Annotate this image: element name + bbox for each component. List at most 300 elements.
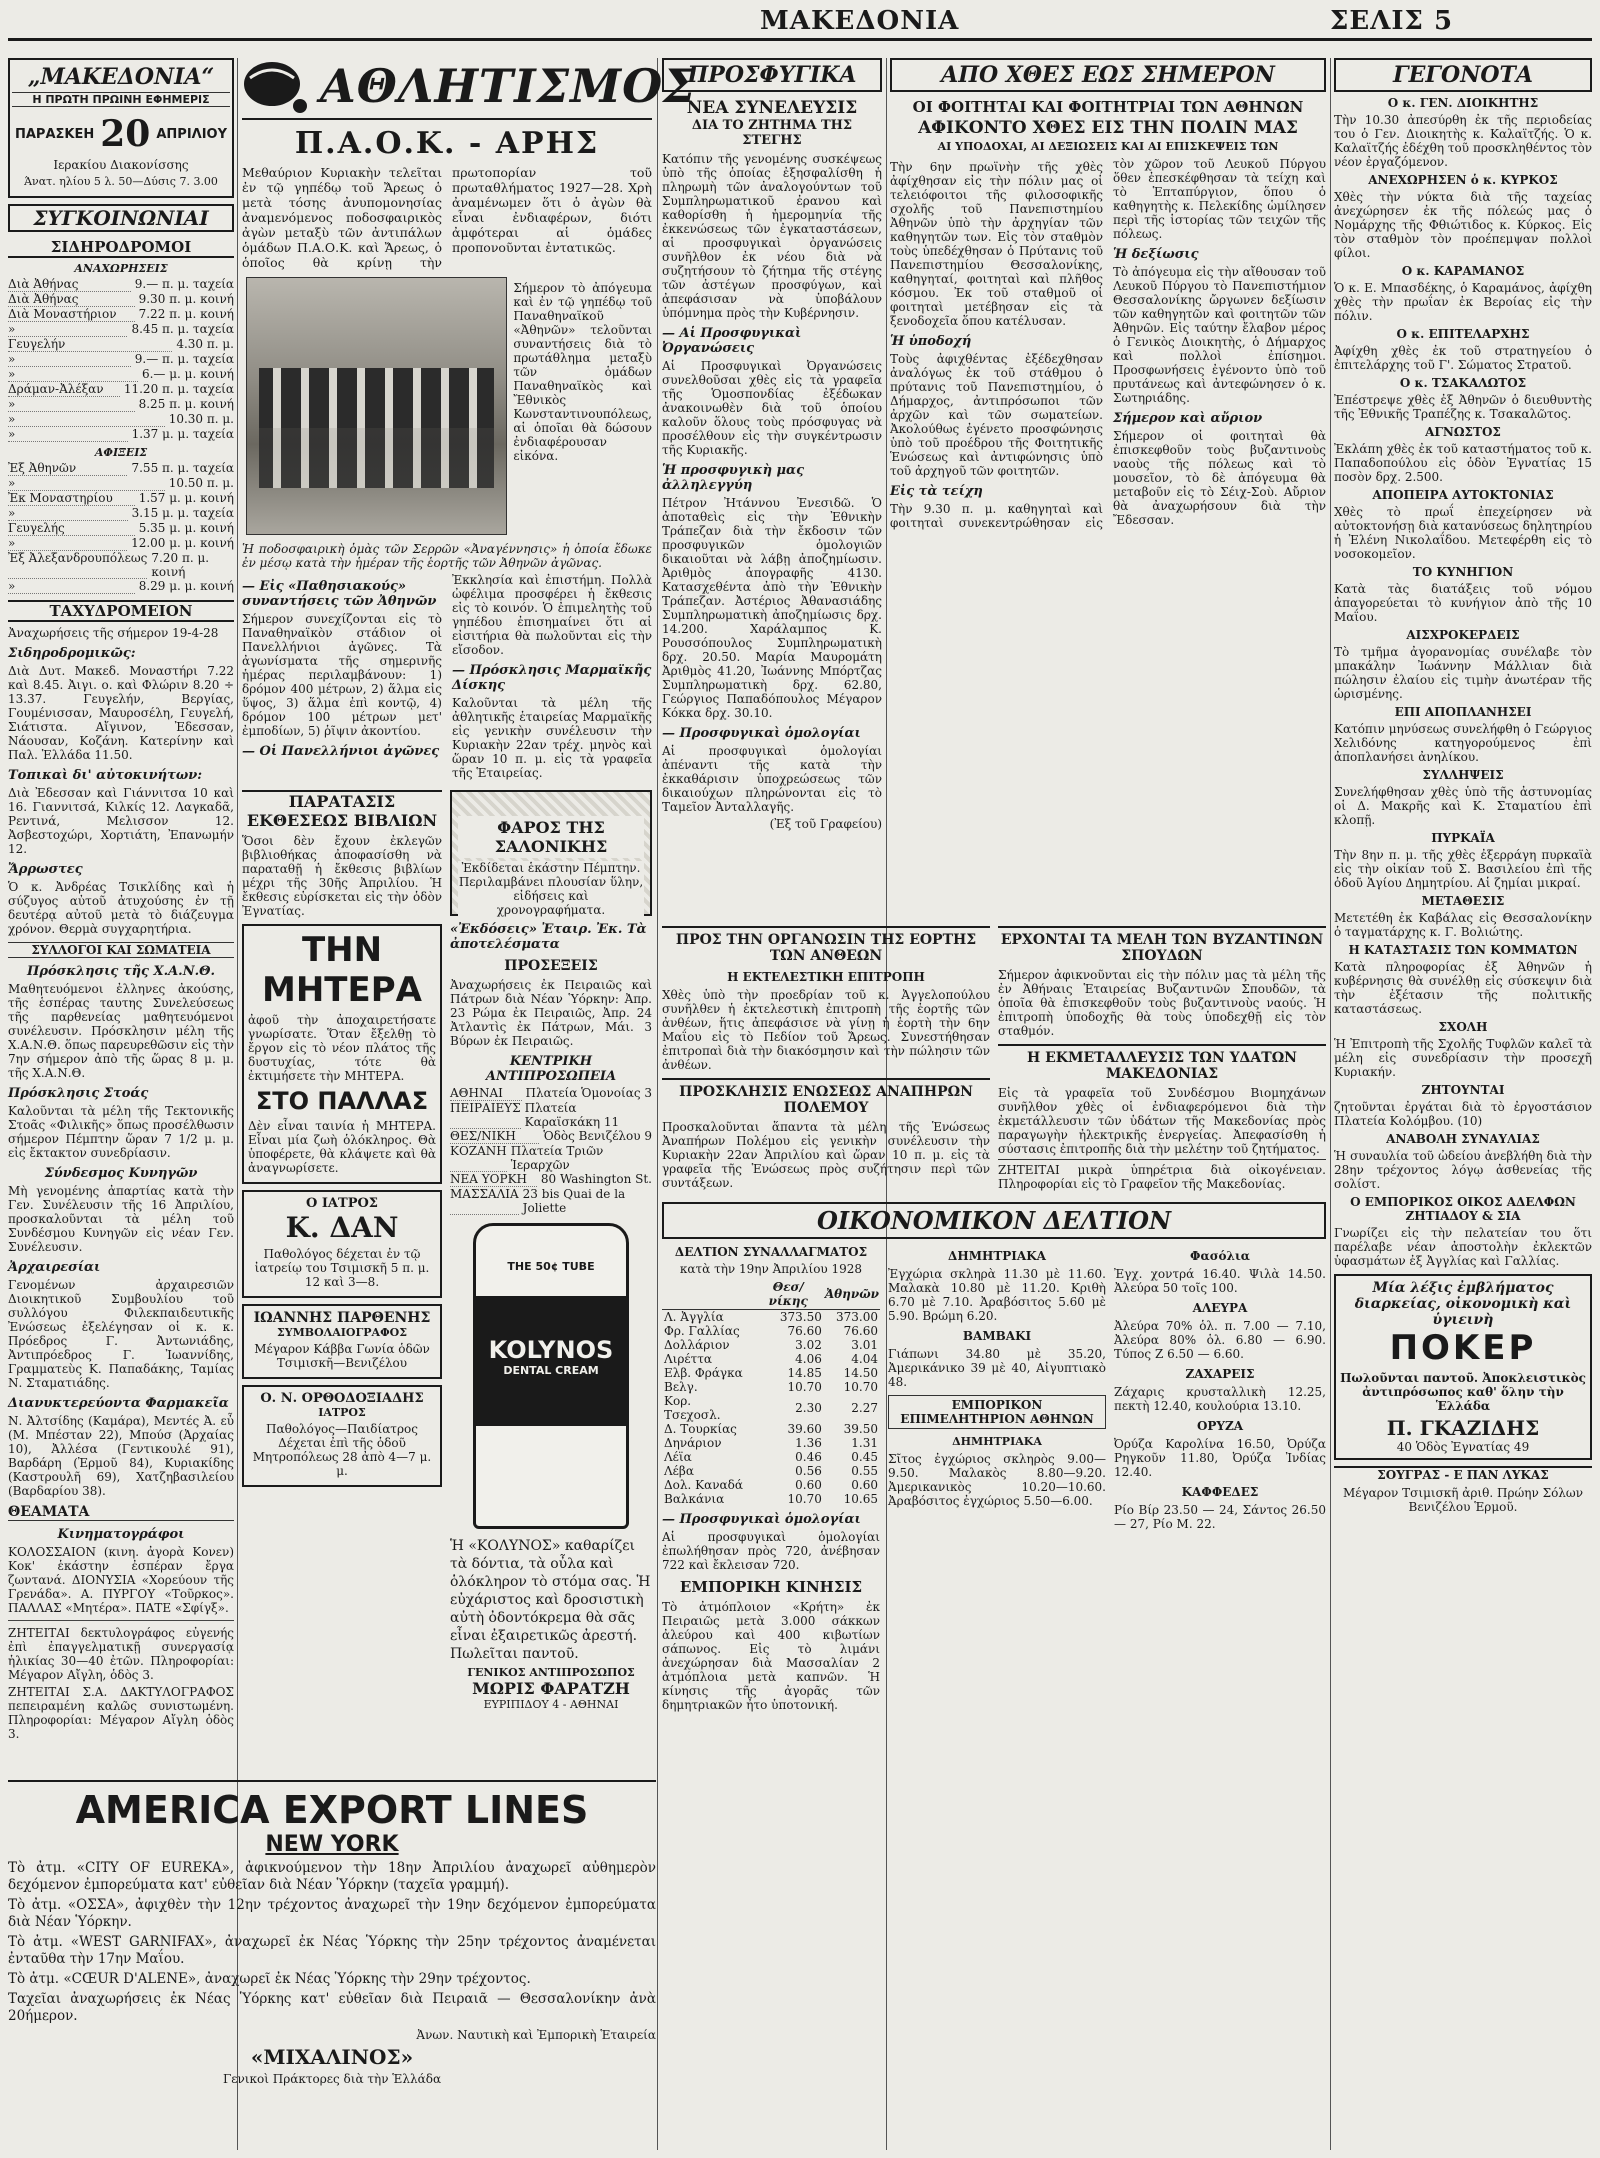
event-title: ΣΧΟΛΗ — [1438, 1020, 1488, 1034]
poker-ad — [1334, 1274, 1592, 1460]
photo-caption: Ἡ ποδοσφαιρικὴ ὁμὰς τῶν Σερρῶν «Ἀναγέννησις» ἡ ὁποία ἔδωκε ἐν μέσῳ κατὰ τὴν ἡμέραν τῆς ἑορτῆς τῶν Ἀθηνῶν ἀγῶνας. — [242, 542, 652, 570]
doctor2-name: Ο. Ν. ΟΡΘΟΔΟΞΙΑΔΗΣ — [260, 1391, 424, 1406]
masthead-title: „ΜΑΚΕΔΟΝΙΑ“ — [27, 64, 215, 90]
refugees-head1: ΝΕΑ ΣΥΝΕΛΕΥΣΙΣ — [686, 98, 858, 118]
refugees-head2: ΔΙΑ ΤΟ ΖΗΤΗΜΑ ΤΗΣ ΣΤΕΓΗΣ — [691, 118, 853, 148]
timetable-destination: » — [8, 322, 127, 337]
fx-header-athens: Ἀθηνῶν — [824, 1279, 880, 1310]
timetable-time: 7.22 π. μ. κοινή — [138, 307, 234, 321]
event-title: Ο κ. ΕΠΙΤΕΛΑΡΧΗΣ — [1396, 327, 1530, 341]
timetable-row — [8, 476, 234, 491]
shop-text: Μέγαρον Τσιμισκῆ ἀριθ. Πρώην Σόλων Βενιζέλου Ἑρμοῦ. — [1343, 1486, 1583, 1514]
invite3-text: Μὴ γενομένης ἀπαρτίας κατὰ τὴν Γεν. Συνέλευσιν τῆς 16 Ἀπριλίου, προσκαλοῦνται τὰ μέλη τοῦ Συνδέσμου Κυνηγῶν εἰς νέαν Γεν. Συνέλευσιν. — [8, 1184, 234, 1254]
lower-center — [662, 920, 1326, 2150]
prices-title: ΠΡΟΣΕΞΕΙΣ — [504, 958, 598, 974]
refugees-sub1: — Αἱ Προσφυγικαὶ Ὀργανώσεις — [662, 326, 802, 356]
column-info — [8, 58, 234, 1778]
post-office-title: ΤΑΧΥΔΡΟΜΕΙΟΝ — [8, 600, 234, 622]
timetable-time: 4.30 π. μ. — [176, 337, 234, 351]
event-text: Γνωρίζει εἰς τὴν πελατείαν του ὅτι παρέλαβε νέαν ἀποστολὴν ἐκλεκτῶν ὑφασμάτων ἐξ Ἀγγλίας καὶ Γαλλίας. — [1334, 1226, 1592, 1268]
notices-left — [662, 920, 990, 1194]
departures-list — [8, 277, 234, 442]
poker-address: 40 Ὁδὸς Ἐγνατίας 49 — [1396, 1440, 1530, 1454]
saint-of-day: Ιερακίου Διακονίσσης — [53, 158, 189, 172]
cities-title: ΚΕΝΤΡΙΚΗ ΑΝΤΙΠΡΟΣΩΠΕΙΑ — [485, 1054, 617, 1084]
mother-title: ΤΗΝ ΜΗΤΕΡΑ — [262, 930, 422, 1010]
price-category-text: Ρίο Βίρ 23.50 — 24, Σάντος 26.50 — 27, Ρίο Μ. 22. — [1114, 1503, 1326, 1531]
sunrise-sunset: Άνατ. ηλίου 5 λ. 50—Δύσις 7. 3.00 — [24, 175, 218, 188]
fx-rate-thessaloniki: 39.60 — [787, 1422, 822, 1436]
timetable-destination: » — [8, 427, 128, 442]
event-text: Τὴν 8ην π. μ. τῆς χθὲς ἐξερράγη πυρκαϊὰ εἰς τὴν οἰκίαν τοῦ Σ. Βασιλείου ἐπὶ τῆς ὁδοῦ Ἁγίου Δημητρίου. Αἱ ζημίαι μικραί. — [1334, 848, 1592, 890]
clubs-title: ΣΥΛΛΟΓΟΙ ΚΑΙ ΣΩΜΑΤΕΙΑ — [8, 942, 234, 958]
agency-address: 80 Washington St. — [540, 1172, 652, 1186]
timetable-time: 3.15 μ. μ. ταχεία — [131, 506, 234, 520]
refugees-title: ΠΡΟΣΦΥΓΙΚΑ — [662, 58, 882, 92]
timetable-destination: » — [8, 352, 131, 367]
event-text: Τὴν 10.30 ἀπεσύρθη ἐκ τῆς περιοδείας του ὁ Γεν. Διοικητὴς κ. Καλαϊτζής. Ὁ κ. Καλαϊτζής ἐδέχθη τοῦ προσκληθέντος τὸν νέον ἐργαζόμενον. — [1334, 113, 1592, 169]
students-text4: Τὸ ἀπόγευμα εἰς τὴν αἴθουσαν τοῦ Λευκοῦ Πύργου τὸ Πανεπιστήμιον Θεσσαλονίκης ὤργωνεν δεξίωσιν τῶν καθηγητῶν καὶ φοιτητῶν τῶν Ἀθηνῶν. Εἰς ταύτην ἔλαβον μέρος ὁ Γενικὸς Διοικητὴς, ὁ Δήμαρχος καὶ πολλοὶ ἐπίσημοι. Προσφωνήσεις ἐγένοντο ὑπὸ τοῦ πρυτάνεως καὶ ἀντεφώνησεν ὁ κ. Σωτηριάδης. — [1113, 265, 1326, 405]
fx-rate-thessaloniki: 10.70 — [787, 1380, 822, 1394]
timetable-row — [8, 536, 234, 551]
fx-row — [662, 1436, 880, 1450]
timetable-time: 1.57 μ. μ. κοινή — [138, 491, 234, 505]
trade-text: Τὸ ἀτμόπλοιον «Κρήτη» ἐκ Πειραιῶς μετὰ 3.000 σάκκων ἀλεύρου καὶ 400 κιβωτίων σάπωνος. Εἰς τὸ λιμάνι ἀνεχώρησαν διὰ Μασσαλίαν 2 ἀτμόπλοια μετὰ καπνῶν. Ἡ κίνησις τῆς ἀγορᾶς τῶν δημητριακῶν ἦτο ὑποτονική. — [662, 1600, 880, 1712]
refugees-text2: Αἱ Προσφυγικαὶ Ὀργανώσεις συνελθοῦσαι χθὲς εἰς τὰ γραφεῖα τῆς Ὁμοσπονδίας ἐξέδωκαν ἀνακοινωθὲν διὰ τοῦ ὁποίου καλοῦν ὅλους τοὺς πρόσφυγας νὰ προσέλθουν εἰς τὴν συγκέντρωσιν τῆς Κυριακῆς. — [662, 359, 882, 457]
america-line: Τὸ ἀτμ. «CITY OF EUREKA», ἀφικνούμενον τὴν 18ην Ἀπριλίου ἀναχωρεῖ αὐθημερὸν δεχόμενον ἐμπορεύματα κατ' εὐθεῖαν διὰ Νέαν Ὑόρκην (ταχεῖα γραμμή). — [8, 1860, 656, 1893]
price-category-text: Ὀρύζα Καρολίνα 16.50, Ὀρύζα Ρηγκοῦν 11.80, Ὀρύζα Ἰνδίας 12.40. — [1114, 1437, 1326, 1479]
price-category-text: Ἀλεύρα 70% ὁλ. π. 7.00 — 7.10, Ἀλεύρα 80% ὁλ. 6.80 — 6.90. Τύπος Ζ 6.50 — 6.60. — [1114, 1319, 1326, 1361]
fx-rate-athens: 0.60 — [851, 1478, 878, 1492]
agency-row — [450, 1187, 652, 1215]
refugees-text4: Αἱ προσφυγικαὶ ὁμολογίαι ἀπέναντι τῆς κατὰ τὴν ἐκκαθάρισιν ὑποχρεώσεως τῶν δικαιούχων πληρώνονται εἰς τὸ Ταμεῖον Ἀνταλλαγῆς. — [662, 744, 882, 814]
timetable-destination: Ἐξ Ἀθηνῶν — [8, 461, 127, 476]
fx-rate-thessaloniki: 0.46 — [795, 1450, 822, 1464]
column-news — [890, 58, 1326, 998]
agency-city: ΜΑΣΣΑΛΙΑ — [450, 1187, 519, 1215]
america-title: AMERICA EXPORT LINES — [75, 1788, 589, 1832]
timetable-row — [8, 352, 234, 367]
timetable-time: 8.25 π. μ. κοινή — [138, 397, 234, 411]
timetable-destination: Δράμαν-Ἀλέξαν — [8, 382, 120, 397]
post-rail-subtitle: Σιδηροδρομικῶς: — [8, 646, 136, 661]
event-title: ΑΓΝΩΣΤΟΣ — [1425, 425, 1501, 439]
notary-title: ΣΥΜΒΟΛΑΙΟΓΡΑΦΟΣ — [276, 1326, 408, 1339]
fx-row — [662, 1338, 880, 1352]
wanted-servant: ΖΗΤΕΙΤΑΙ μικρὰ ὑπηρέτρια διὰ οἰκογένειαν. Πληροφορίαι εἰς τὸ Γραφεῖον τῆς Μακεδονίας. — [998, 1159, 1326, 1191]
poker-title: ΠΟΚΕΡ — [1389, 1328, 1537, 1368]
event-text: Ὁ κ. Ε. Μπασδέκης, ὁ Καραμάνος, ἀφίχθη χθὲς τὴν πρωΐαν ἐκ Βεροίας εἰς τὴν πόλιν. — [1334, 281, 1592, 323]
post-text: Διὰ Δυτ. Μακεδ. Μοναστήρι 7.22 καὶ 8.45. Ἀιγι. ο. καὶ Φλώριν 8.20 ÷ 13.37. Γευγελήν, Βεργίας, Γουμένισσαν, Μαυροσέλη, Γευγελή, Σιάτιστα. Αἴγινον, Ἐδεσσαν, Νάουσαν, Κοζάνη. Κατερίνην καὶ Παλ. Ἑλλάδα 11.50. — [8, 664, 234, 762]
fx-row — [662, 1394, 880, 1422]
event-title: ΑΝΕΧΩΡΗΣΕΝ ὁ κ. ΚΥΡΚΟΣ — [1368, 173, 1558, 187]
america-agent-sub: Γενικοὶ Πράκτορες διὰ τὴν Ἑλλάδα — [222, 2072, 442, 2086]
agency-city: ΘΕΣ/ΝΙΚΗ — [450, 1129, 539, 1144]
notices-row — [662, 920, 1326, 1194]
bonds-text: Αἱ προσφυγικαὶ ὁμολογίαι ἐπωλήθησαν πρὸς 720, ἀνέβησαν 722 καὶ ἔκλεισαν 720. — [662, 1530, 880, 1572]
timetable-row — [8, 491, 234, 506]
timetable-row — [8, 337, 234, 352]
fx-rate-athens: 10.65 — [843, 1492, 878, 1506]
bonds-title: — Προσφυγικαὶ ὁμολογίαι — [662, 1512, 861, 1527]
wanted-ad-2: ΖΗΤΕΙΤΑΙ Σ.Α. ΔΑΚΤΥΛΟΓΡΑΦΟΣ πεπειραμένη καλῶς συνιστωμένη. Πληροφορίαι: Μέγαρον Αἴγλη ὁδὸς 3. — [8, 1685, 234, 1741]
agency-row — [450, 1086, 652, 1101]
america-agent-name: «ΜΙΧΑΛΙΝΟΣ» — [250, 2045, 414, 2069]
fx-currency: Βαλκάνια — [664, 1492, 725, 1506]
masthead-subtitle: Η ΠΡΩΤΗ ΠΡΩΙΝΗ ΕΦΗΜΕΡΙΣ — [12, 92, 230, 107]
pharos-ad — [450, 790, 652, 916]
america-line: Τὸ ἀτμ. «WEST GARNIFAX», ἀναχωρεῖ ἐκ Νέας Ὑόρκης τὴν 25ην τρέχοντος ἀναμένεται ἐνταῦθα τὴν 17ην Μαΐου. — [8, 1934, 656, 1967]
match-text-cont: Σήμερον τὸ ἀπόγευμα καὶ ἐν τῷ γηπέδῳ τοῦ Παναθηναϊκοῦ «Ἀθηνῶν» τελοῦνται συναντήσεις διὰ τὸ πρωτάθλημα μεταξὺ τῶν ὁμάδων Παναθηναϊκὸς καὶ Ἔθνικὸς Κωνσταντινουπόλεως, αἱ ὁποῖαι θὰ δώσουν ἐνδιαφέρουσαν εἰκόνα. — [513, 281, 652, 463]
cotton-text: Γιάπωνι 34.80 μὲ 35.20, Ἀμερικάνικο 39 μὲ 40, Αἰγυπτιακὸ 48. — [888, 1347, 1106, 1389]
event-text: Ἀφίχθη χθὲς ἐκ τοῦ στρατηγείου ὁ ἐπιτελάρχης τοῦ Γ'. Σώματος Στρατοῦ. — [1334, 344, 1592, 372]
america-line: Τὸ ἀτμ. «ΟΣΣΑ», ἀφιχθὲν τὴν 12ην τρέχοντος ἀναχωρεῖ τὴν 19ην δεχόμενον ἐμπορεύματα διὰ Νέαν Ὑόρκην. — [8, 1897, 656, 1930]
ads-left — [242, 784, 442, 1717]
event-title: ΣΥΛΛΗΨΕΙΣ — [1422, 768, 1504, 782]
fx-row — [662, 1422, 880, 1436]
price-category-title: Φασόλια — [1190, 1249, 1250, 1263]
prices-text: Ἀναχωρήσεις ἐκ Πειραιῶς καὶ Πάτρων διὰ Νέαν Ὑόρκην: Ἀπρ. 23 Ρώμα ἐκ Πειραιῶς, Ἀπρ. 24 Ἀτλαντὶς ἐκ Πάτρων, Μάι. 3 Βύρων ἐκ Πειραιῶς. — [450, 978, 652, 1048]
fx-currency: Δηνάριον — [664, 1436, 722, 1450]
notices-right — [998, 920, 1326, 1194]
match-text: Μεθαύριον Κυριακὴν τελεῖται ἐν τῷ γηπέδῳ τοῦ Ἄρεως ὁ μετὰ τόσης ἀνυπομονησίας ἀναμενόμενος ποδοσφαιρικὸς ἀγὼν μεταξὺ τῶν ἀντιπάλων ὁμάδων Π.Α.Ο.Κ. καὶ Ἄρεως, ὁ ὁποῖος θὰ κρίνῃ τὴν πρωτοπορίαν τοῦ πρωταθλήματος 1927—28. Χρὴ ἀναμένωμεν ὅτι ὁ ἀγὼν θὰ εἶναι ἐνδιαφέρων, διότι ἀμφότεραι αἱ ὁμάδες προπονοῦνται ἐντατικῶς. — [242, 165, 652, 270]
fx-rate-thessaloniki: 10.70 — [787, 1492, 822, 1506]
agent-address: ΕΥΡΙΠΙΔΟΥ 4 - ΑΘΗΝΑΙ — [483, 1698, 619, 1711]
refugees-source: (Ἐξ τοῦ Γραφείου) — [769, 817, 882, 831]
news-title: ΑΠΟ ΧΘΕΣ ΕΩΣ ΣΗΜΕΡΟΝ — [890, 58, 1326, 92]
timetable-row — [8, 397, 234, 412]
timetable-time: 5.35 μ. μ. κοινή — [138, 521, 234, 535]
tube-band — [473, 1296, 629, 1426]
local-text: Διὰ Ἐδεσσαν καὶ Γιάννιτσα 10 καὶ 16. Γιαννιτσά, Κιλκίς 12. Λαγκαδᾶ, Ρεντινά, Μελισσον 12. Ἀσβεστοχώρι, Χορτιάτη, Ἐπανωμήν 12. — [8, 786, 234, 856]
doctor1-name: Κ. ΔΑΝ — [285, 1211, 399, 1244]
timetable-row — [8, 427, 234, 442]
timetable-destination: Γευγελήν — [8, 337, 172, 352]
date-month: ΑΠΡΙΛΙΟΥ — [156, 126, 228, 142]
fx-header-thessaloniki: Θεσ/νίκης — [753, 1279, 824, 1310]
fx-rate-athens: 4.04 — [851, 1352, 878, 1366]
event-text: Χθὲς τὸ πρωΐ ἐπεχείρησεν νὰ αὐτοκτονήσῃ διὰ κατανύσεως δηλητηρίου ἡ Ἐλένη Νικολαΐδου. Μετεφέρθη εἰς τὸ νοσοκομεῖον. — [1334, 505, 1592, 561]
america-line: Ταχεῖαι ἀναχωρήσεις ἐκ Νέας Ὑόρκης κατ' εὐθεῖαν διὰ Πειραιᾶ — Θεσσαλονίκην ἀνὰ 20ήμερον. — [8, 1991, 656, 2024]
tube-brand: KOLYNOS — [488, 1336, 614, 1364]
fx-rate-thessaloniki: 14.85 — [787, 1366, 822, 1380]
agency-address: Πλατεία Ὁμονοίας 3 — [525, 1086, 652, 1100]
event-title: ΕΠΙ ΑΠΟΠΛΑΝΗΣΕΙ — [1394, 705, 1532, 719]
fx-title: ΔΕΛΤΙΟΝ ΣΥΝΑΛΛΑΓΜΑΤΟΣ — [674, 1245, 868, 1259]
fx-currency: Βελγ. — [664, 1380, 698, 1394]
students-text1: Τὴν 6ην πρωϊνὴν τῆς χθὲς ἀφίχθησαν εἰς τὴν πόλιν μας οἱ τελειόφοιτοι τῆς φιλοσοφικῆς σχολῆς τοῦ Πανεπιστημίου Ἀθηνῶν ὑπὸ τὴν ἀρχηγίαν τῶν καθηγητῶν των. Εἰς τὸν σταθμὸν τοὺς ὑπεδέχθησαν ὁ Πρύτανις τοῦ Πανεπιστημίου Θεσσαλονίκης, καθηγηταί, φοιτηταὶ καὶ πλῆθος κόσμου. Ἐκ τοῦ σταθμοῦ οἱ φοιτηταὶ μετέβησαν εἰς τὰ ξενοδοχεῖα ὅπου κατέλυσαν. — [890, 160, 1103, 328]
price-category-text: Ἐγχ. χοντρά 16.40. Ψιλὰ 14.50. Ἀλεύρα 50 τοῖς 100. — [1114, 1267, 1326, 1295]
timetable-destination: Διὰ Μοναστήριον — [8, 307, 135, 322]
fx-rate-thessaloniki: 1.36 — [795, 1436, 822, 1450]
palace-text: Δὲν εἶναι ταινία ἡ ΜΗΤΕΡΑ. Εἶναι μία ζωὴ ὁλόκληρος. Θὰ ὑποφέρετε, θὰ κλάψετε καὶ θὰ ἀναγνωρίσετε. — [248, 1119, 436, 1175]
event-title: ΤΟ ΚΥΝΗΓΙΟΝ — [1412, 565, 1514, 579]
agency-city: ΚΟΖΑΝΗ — [450, 1144, 507, 1172]
event-title: ΖΗΤΟΥΝΤΑΙ — [1421, 1083, 1505, 1097]
fx-header-currency — [662, 1279, 753, 1310]
ads-right — [450, 784, 652, 1717]
column-divider — [657, 58, 658, 2150]
students-sub2: Εἰς τὰ τείχη — [890, 484, 983, 499]
fx-currency: Φρ. Γαλλίας — [664, 1324, 740, 1338]
column-divider — [1330, 58, 1331, 2150]
timetable-destination: » — [8, 536, 127, 551]
agency-city: ΠΕΙΡΑΙΕΥΣ — [450, 1101, 521, 1129]
invite1-text: Μαθητευόμενοι ἐλληνες ἀκούσης, τῆς ἑσπέρας ταυτης Συνελεύσεως τῆς παρθενείας μαθητευόμενοι συνέλευσιν. Πρόσκλησιν μέλη τῆς Χ.Α.Ν.Θ. ὅπως παρευρεθῶσιν εἰς τὴν 7ην σήμερον ἀπὸ τῆς ὥρας 8 μ. μ. τῆς Χ.Α.Ν.Θ. — [8, 982, 234, 1080]
sub2-title: — Οἱ Πανελλήνιοι ἀγῶνες — [242, 744, 440, 759]
timetable-time: 8.29 μ. μ. κοινή — [138, 579, 234, 593]
timetable-destination: Ἐξ Ἀλεξανδρουπόλεως — [8, 551, 147, 579]
fx-currency: Λέϊα — [664, 1450, 692, 1464]
theatres-text: ΚΟΛΟΣΣΑΙΟΝ (κινη. ἀγορὰ Κονεν) Κοκ' ἑκάστην ἐσπέραν ἔργα ζωντανά. ΔΙΟΝΥΣΙΑ «Χορεύουν τῆς Γρενάδα». Α. ΠΥΡΓΟΥ «Τοῦρκος». ΠΑΛΛΑΣ «Μητέρα». ΠΑΤΕ «Σφίγξ». — [8, 1545, 234, 1615]
event-title: Ο κ. ΚΑΡΑΜΑΝΟΣ — [1401, 264, 1525, 278]
students-head3: ΑΙ ΥΠΟΔΟΧΑΙ, ΑΙ ΔΕΞΙΩΣΕΙΣ ΚΑΙ ΑΙ ΕΠΙΣΚΕΨΕΙΣ ΤΩΝ — [937, 140, 1279, 153]
wheat-text: Ἐγχώρια σκληρὰ 11.30 μὲ 11.60. Μαλακὰ 10.80 μὲ 11.20. Κριθὴ 6.70 μὲ 7.10. Ἀραβόσιτος 5.60 μὲ 5.90. Βρώμη 6.20. — [888, 1267, 1106, 1323]
fx-rate-thessaloniki: 3.02 — [795, 1338, 822, 1352]
event-text: ζητοῦνται ἐργάται διὰ τὸ ἐργοστάσιον Πλατεία Κολόμβου. (10) — [1334, 1100, 1592, 1128]
event-title: ΠΥΡΚΑΪΑ — [1431, 831, 1495, 845]
events-list — [1334, 96, 1592, 1268]
post-date: Ἀναχωρήσεις τῆς σήμερον 19-4-28 — [8, 626, 219, 640]
communications-title: ΣΥΓΚΟΙΝΩΝΙΑΙ — [8, 204, 234, 232]
fx-rate-thessaloniki: 76.60 — [787, 1324, 822, 1338]
cotton-title: ΒΑΜΒΑΚΙ — [962, 1329, 1032, 1343]
event-title: Ο ΕΜΠΟΡΙΚΟΣ ΟΙΚΟΣ ΑΔΕΛΦΩΝ ΖΗΤΙΑΔΟΥ & ΣΙΑ — [1350, 1195, 1576, 1223]
timetable-destination: Διὰ Ἀθήνας — [8, 277, 131, 292]
local-subtitle: Τοπικαὶ δι' αὐτοκινήτων: — [8, 768, 203, 783]
agency-row — [450, 1144, 652, 1172]
waters-text: Εἰς τὰ γραφεῖα τοῦ Συνδέσμου Βιομηχάνων συνῆλθον χθὲς οἱ ἐνδιαφερόμενοι διὰ τὴν ἐκμετάλλευσιν τῶν ὑδάτων τῆς Μακεδονίας πρὸς παραγωγὴν ἠλεκτρικῆς ἐνεργείας. Ἀπεφασίσθη ἡ σύστασις ἐπιτροπῆς διὰ τὴν μελέτην τοῦ ζητήματος. — [998, 1086, 1326, 1156]
students-text2: Τοὺς ἀφιχθέντας ἐξέδεχθησαν ἀναλόγως ἐκ τοῦ στάθμου ὁ πρύτανις τοῦ Πανεπιστημίου, ὁ Δήμαρχος, ἀντιπρόσωποι τῶν ἀρχῶν καὶ τῶν σωματείων. Ἀκολούθως ἐγένετο προσφώνησις ὑπὸ τοῦ προέδρου τῆς Φοιτητικῆς Ἑνώσεως καὶ ἀντιφώνησις ὑπὸ τοῦ ἀρχηγοῦ τῶν φοιτητῶν. — [890, 352, 1103, 478]
fx-row — [662, 1352, 880, 1366]
economic-columns — [662, 1243, 1326, 1715]
agencies-list — [450, 1086, 652, 1215]
timetable-time: 1.37 μ. μ. ταχεία — [131, 427, 234, 441]
timetable-time: 7.55 π. μ. ταχεία — [131, 461, 234, 475]
page-number: ΣΕΛΙΣ 5 — [1330, 6, 1454, 36]
refugees-sub2: Ἡ προσφυγικὴ μας ἀλληλεγγύη — [662, 463, 804, 493]
fx-currency: Κορ. Τσεχοσλ. — [664, 1394, 721, 1422]
event-text: Ἡ συναυλία τοῦ ὠδείου ἀνεβλήθη διὰ τὴν 28ην τρέχοντος λόγῳ ἀσθενείας τῆς σολίστ. — [1334, 1149, 1592, 1191]
fx-row — [662, 1450, 880, 1464]
theatres-title: ΘΕΑΜΑΤΑ — [8, 1504, 234, 1521]
sports-title: ΑΘΛΗΤΙΣΜΟΣ — [320, 59, 697, 113]
agency-address: Ὁδὸς Βενιζέλου 9 — [543, 1129, 652, 1143]
wanted-ad: ΖΗΤΕΙΤΑΙ δεκτυλογράφος εὐγενής ἐπὶ ἐπαγγελματικῇ συνεργασίᾳ ἡλικίας 30—40 ἐτῶν. Πληροφορίαι: Μέγαρον Αἴγλη, ὁδὸς 3. — [8, 1626, 234, 1682]
students-text5: Σήμερον οἱ φοιτηταὶ θὰ ἐπισκεφθοῦν τοὺς βυζαντινοὺς ναοὺς τῆς πόλεως καὶ τὸ μουσεῖον, τὸ δὲ ἀπόγευμα θὰ μεταβοῦν εἰς τὸ Σέιχ-Σοὺ. Αὔριον θὰ ἀναχωρήσουν διὰ τὴν Ἔδεσσαν. — [1113, 429, 1326, 527]
refugees-text1: Κατόπιν τῆς γενομένης συσκέψεως ὑπὸ τῆς ὁποίας ἐξησφαλίσθη ἡ πληρωμὴ τῶν ἀναλογούντων τοῦ Συμπληρωματικοῦ ἐρανου καὶ καθορίσθη ἡ ἡμερομηνία τῆς ἐκκενώσεως τῶν ἐγκαταστάσεων, αἱ προσφυγικαὶ ὀργανώσεις συνῆλθον ἐκ νέου διὰ νὰ συζητήσουν τὸ ζήτημα τῆς στέγης τῶν ἀστέγων προσφύγων, καὶ ἀπεφάσισαν νὰ ὑποβάλουν ὑπόμνημα πρὸς τὴν Κυβέρνησιν. — [662, 152, 882, 320]
america-agent: Ἀνων. Ναυτικὴ καὶ Ἐμπορικὴ Ἑταιρεία — [416, 2028, 656, 2042]
fx-row — [662, 1366, 880, 1380]
price-category-title: ΚΑΦΦΕΔΕΣ — [1181, 1485, 1259, 1499]
toothpaste-tube-icon — [473, 1223, 629, 1529]
timetable-row — [8, 551, 234, 579]
market-subtitle: ΔΗΜΗΤΡΙΑΚΑ — [952, 1435, 1042, 1448]
notary-ad — [242, 1304, 442, 1379]
america-subtitle: NEW YORK — [265, 1832, 399, 1857]
tube-subtitle: DENTAL CREAM — [503, 1364, 599, 1377]
mother-text: ἀφοῦ τὴν ἀποχαιρετήσατε γνωρίσατε. Ὅταν ἔξελθῃ τὸ ἔργον εἰς τὸ νέον πλάτος τῆς δυστυχίας, τότε θὰ ἐκτιμήσετε τὴν ΜΗΤΕΡΑ. — [248, 1013, 436, 1083]
timetable-row — [8, 506, 234, 521]
sub2-text: Ἐκκλησία καὶ ἐπιστήμη. Πολλὰ ὠφέλιμα προσφέρει ἡ ἔκθεσις εἰς τὸ κοινόν. Ὁ ἐπιμελητὴς τοῦ γηπέδου ἐπισημαίνει ὅτι αἱ εἰσιτήρια θὰ πωλοῦνται εἰς τὴν εἴσοδον. — [452, 573, 652, 657]
timetable-destination: » — [8, 412, 165, 427]
kolynos-ad — [450, 1223, 652, 1711]
timetable-row — [8, 521, 234, 536]
timetable-time: 9.30 π. μ. κοινή — [138, 292, 234, 306]
timetable-destination: Διὰ Ἀθήνας — [8, 292, 135, 307]
event-title: ΑΠΟΠΕΙΡΑ ΑΥΤΟΚΤΟΝΙΑΣ — [1372, 488, 1554, 502]
fx-rate-thessaloniki: 0.56 — [795, 1464, 822, 1478]
students-sub4: Σήμερον καὶ αὔριον — [1113, 411, 1263, 426]
event-text: Ἐκλάπη χθὲς ἐκ τοῦ καταστήματος τοῦ κ. Παπαδοπούλου εἰς ὁδὸν Ἐγνατίας 15 ποσὸν δρχ. 2.500. — [1334, 442, 1592, 484]
event-text: Κατὰ πληροφορίας ἐξ Ἀθηνῶν ἡ κυβέρνησις θὰ συνέλθῃ εἰς σύσκεψιν διὰ τὴν ἐξέτασιν τῆς πολιτικῆς καταστάσεως. — [1334, 960, 1592, 1016]
poker-agent: Π. ΓΚΑΖΙΔΗΣ — [1386, 1416, 1540, 1440]
fx-rate-thessaloniki: 0.60 — [795, 1478, 822, 1492]
price-category-title: ΑΛΕΥΡΑ — [1192, 1301, 1248, 1315]
sub3-text: Καλοῦνται τὰ μέλη τῆς ἀθλητικῆς ἑταιρείας Μαρμαϊκῆς εἰς γενικὴν συνέλευσιν τὴν Κυριακὴν 22αν τρέχ. μηνὸς καὶ ὥραν 10 π. μ. εἰς τὰ γραφεῖα τῆς Ἑταιρείας. — [452, 696, 652, 780]
students-text3: Τὴν 9.30 π. μ. καθηγηταὶ καὶ φοιτηταὶ συνεκεντρώθησαν εἰς τὸν χῶρον τοῦ Λευκοῦ Πύργου ὅθεν ἐπεσκέφθησαν τὰ τείχη καὶ τὸ Ἑπταπύργιον, ὅπου ὁ καθηγητὴς κ. Πελεκίδης ὡμίλησεν περὶ τῆς ἱστορίας τῶν τειχῶν τῆς πόλεως. — [890, 157, 1326, 530]
timetable-time: 12.00 μ. μ. κοινή — [131, 536, 234, 550]
commodities-block — [888, 1243, 1106, 1715]
sick-subtitle: Ἄρρωστες — [8, 862, 83, 877]
economic-bulletin-title: ΟΙΚΟΝΟΜΙΚΟΝ ΔΕΛΤΙΟΝ — [662, 1202, 1326, 1239]
arrivals-title: ΑΦΙΞΕΙΣ — [94, 446, 148, 459]
fx-row — [662, 1492, 880, 1506]
timetable-row — [8, 307, 234, 322]
fx-rate-athens: 10.70 — [843, 1380, 878, 1394]
athlete-icon — [242, 58, 312, 114]
agent-name: ΜΩΡΙΣ ΦΑΡΑΤΖΗ — [472, 1679, 630, 1698]
poker-text: Πωλοῦνται παντοῦ. Ἀποκλειστικὸς ἀντιπρόσωπος καθ' ὅλην τὴν Ἑλλάδα — [1340, 1371, 1586, 1413]
sub1-text: Σήμερον συνεχίζονται εἰς τὸ Παναθηναϊκὸν στάδιον οἱ Πανελλήνιοι ἀγῶνες. Τὰ ἀγωνίσματα τῆς σημερινῆς ἡμέρας περιλαμβάνουν: 1) δρόμον 400 μέτρων, 2) ἅλμα εἰς ὕψος, 3) ἅλμα ἐπὶ κοντῷ, 4) δρόμον 100 μέτρων μετ' ἐμποδίων, 5) ῥῖψιν ἀκοντίου. — [242, 612, 442, 738]
students-columns — [890, 157, 1326, 530]
agency-row — [450, 1172, 652, 1187]
waters-title: Η ΕΚΜΕΤΑΛΛΕΥΣΙΣ ΤΩΝ ΥΔΑΤΩΝ ΜΑΚΕΔΟΝΙΑΣ — [998, 1044, 1326, 1082]
ads-block — [242, 784, 652, 1717]
palace-title: ΣΤΟ ΠΑΛΛΑΣ — [255, 1087, 429, 1115]
fx-row — [662, 1380, 880, 1394]
sports-columns — [242, 573, 652, 780]
timetable-destination: » — [8, 397, 135, 412]
match-title: Π.Α.Ο.Κ. - ΑΡΗΣ — [294, 126, 600, 161]
timetable-row — [8, 461, 234, 476]
timetable-time: 7.20 π. μ. κοινή — [151, 551, 210, 579]
separator — [8, 1620, 234, 1621]
price-category-text: Ζάχαρις κρυσταλλικὴ 12.25, πεκτὴ 12.40, κουλούρια 13.10. — [1114, 1385, 1326, 1413]
timetable-time: 9.— π. μ. ταχεία — [134, 352, 234, 366]
events-title: ΓΕΓΟΝΟΤΑ — [1334, 58, 1592, 92]
news-sub: «Ἐκδόσεις» Ἐταιρ. Ἐκ. Τὰ ἀποτελέσματα — [450, 922, 647, 952]
timetable-destination: » — [8, 579, 135, 594]
america-lines — [8, 1860, 656, 2025]
students-head1: ΟΙ ΦΟΙΤΗΤΑΙ ΚΑΙ ΦΟΙΤΗΤΡΙΑΙ ΤΩΝ ΑΘΗΝΩΝ — [912, 98, 1304, 116]
fx-rate-athens: 1.31 — [851, 1436, 878, 1450]
students-sub3: Ἡ δεξίωσις — [1113, 247, 1199, 262]
sports-banner — [242, 58, 697, 120]
agency-row — [450, 1101, 652, 1129]
fx-rate-athens: 2.27 — [851, 1401, 878, 1415]
event-text: Ἡ Ἐπιτροπὴ τῆς Σχολῆς Τυφλῶν καλεῖ τὰ μέλη εἰς συνεδρίασιν τὴν προσεχῆ Κυριακήν. — [1334, 1037, 1592, 1079]
fx-rate-athens: 14.50 — [843, 1366, 878, 1380]
agency-address: Πλατεία Καραϊσκάκη 11 — [524, 1101, 620, 1129]
doctor2-text: Παθολόγος—Παιδίατρος Δέχεται ἐπὶ τῆς ὁδοῦ Μητροπόλεως 28 ἀπὸ 4—7 μ. μ. — [252, 1422, 432, 1478]
event-title: ΑΝΑΒΟΛΗ ΣΥΝΑΥΛΙΑΣ — [1386, 1132, 1540, 1146]
timetable-destination: » — [8, 367, 138, 382]
fx-rate-athens: 3.01 — [851, 1338, 878, 1352]
price-category-title: ΟΡΥΖΑ — [1196, 1419, 1244, 1433]
event-text: Τὸ τμῆμα ἀγορανομίας συνέλαβε τὸν μπακάλην Ἰωάννην Μάλλιαν διὰ πώλησιν ἐλαίου εἰς τιμὴν ἀνωτέραν τῆς ὡρισμένης. — [1334, 645, 1592, 701]
price-category-title: ΖΑΧΑΡΕΙΣ — [1185, 1367, 1255, 1381]
doctor2-ad — [242, 1385, 442, 1487]
timetable-time: 10.30 π. μ. — [168, 412, 234, 426]
timetable-time: 8.45 π. μ. ταχεία — [131, 322, 234, 336]
fx-currency: Δολλάριον — [664, 1338, 730, 1352]
poker-intro: Μία λέξις ἐμβλήματος διαρκείας, οἰκονομικὴ καὶ ὑγιεινὴ — [1354, 1280, 1572, 1328]
timetable-row — [8, 292, 234, 307]
invite2-text: Καλοῦνται τὰ μέλη τῆς Τεκτονικῆς Στοᾶς «Φιλικῆς» ὅπως προσέλθωσιν σήμερον Πέμπτην ὥραν 7 1/2 μ. μ. εἰς ἔκτακτον συνεδρίασιν. — [8, 1104, 234, 1160]
notary-name: ΙΩΑΝΝΗΣ ΠΑΡΘΕΝΗΣ — [253, 1310, 431, 1326]
doctor2-title: ΙΑΤΡΟΣ — [318, 1406, 366, 1419]
fx-rate-athens: 76.60 — [843, 1324, 878, 1338]
fx-table — [662, 1279, 880, 1506]
invite1-title: Πρόσκλησις τῆς Χ.Α.Ν.Θ. — [27, 964, 215, 979]
sub3-title: — Πρόσκλησις Μαρμαϊκῆς Δίσκης — [452, 663, 652, 693]
pharmacies-text: Ν. Ἀλτσίδης (Καμάρα), Μεντές Ἀ. εὖ (Μ. Μπέσταν 22), Μπούσ (Ἀρχαίας 10), Ἀλλέσα (Γεντικουλέ 91), Βαρδάρη (Ἐρμοῦ 84), Κυριακίδης (Καστρουλῆ 69), Χατζηβασιλείου (Βαρδαρίου 38). — [8, 1414, 234, 1498]
byzantine-text: Σήμερον ἀφικνοῦνται εἰς τὴν πόλιν μας τὰ μέλη τῆς ἐν Ἀθήναις Ἑταιρείας Βυζαντινῶν Σπουδῶν, τὰ ὁποῖα θὰ ἐπισκεφθοῦν τοὺς βυζαντινοὺς ναούς. Ἡ ἐπιτροπὴ ὑποδοχῆς θὰ τοὺς ὑποδεχθῇ εἰς τὸν σταθμόν. — [998, 968, 1326, 1038]
students-head2: ΑΦΙΚΟΝΤΟ ΧΘΕΣ ΕΙΣ ΤΗΝ ΠΟΛΙΝ ΜΑΣ — [918, 118, 1298, 138]
tube-top-label: THE 50¢ TUBE — [507, 1260, 595, 1273]
event-text: Κατόπιν μηνύσεως συνελήφθη ὁ Γεώργιος Χελιδόνης κατηγορούμενος ἐπὶ ἀποπλανήσει ἀνηλίκου. — [1334, 722, 1592, 764]
fx-date: κατὰ τὴν 19ην Ἀπριλίου 1928 — [679, 1262, 863, 1276]
timetable-row — [8, 322, 234, 337]
date-day: ΠΑΡΑΣΚΕΗ — [14, 126, 95, 142]
fx-rate-athens: 0.45 — [851, 1450, 878, 1464]
fx-block — [662, 1243, 880, 1715]
timetable-row — [8, 382, 234, 397]
doctor1-text: Παθολόγος δέχεται ἐν τῷ ἰατρείῳ του Τσιμισκῆ 5 π. μ. 12 καὶ 3—8. — [254, 1247, 430, 1289]
fx-rate-athens: 39.50 — [843, 1422, 878, 1436]
timetable-destination: Γευγελής — [8, 521, 135, 536]
event-text: Κατὰ τὰς διατάξεις τοῦ νόμου ἀπαγορεύεται τὸ κυνήγιον ἀπὸ τῆς 10 Μαΐου. — [1334, 582, 1592, 624]
flowers-text: Χθὲς ὑπὸ τὴν προεδρίαν τοῦ κ. Ἀγγελοπούλου συνῆλθεν ἡ ἐκτελεστικὴ ἐπιτροπὴ τῆς ἑορτῆς τῶν ἀνθέων, ἥτις ἀπεφάσισε νὰ γίνῃ ἡ ἑορτὴ τὴν 6ην Μαΐου εἰς τὸ Πεδίον τοῦ Ἄρεως. Συνεστήθησαν ἐπιτροπαὶ διὰ τὴν διακόσμησιν καὶ τὴν πώλησιν τῶν ἀνθέων. — [662, 988, 990, 1072]
fx-row — [662, 1478, 880, 1492]
fx-currency: Δ. Τουρκίας — [664, 1422, 737, 1436]
flowers-title: ΠΡΟΣ ΤΗΝ ΟΡΓΑΝΩΣΙΝ ΤΗΣ ΕΟΡΤΗΣ ΤΩΝ ΑΝΘΕΩΝ — [662, 926, 990, 964]
agency-address: 23 bis Quai de la Joliette — [522, 1187, 626, 1215]
fx-rate-thessaloniki: 4.06 — [795, 1352, 822, 1366]
timetable-destination: Ἐκ Μοναστηρίου — [8, 491, 135, 506]
kolynos-text: Ἡ «ΚΟΛΥΝΟΣ» καθαρίζει τὰ δόντια, τὰ οὖλα καὶ ὁλόκληρον τὸ στόμα σας. Ἡ εὐχάριστος καὶ δροσιστικὴ αὐτὴ ὀδοντόκρεμα θὰ σᾶς εἶναι ἐξαιρετικῶς ἀρεστή. Πωλεῖται παντοῦ. — [450, 1538, 651, 1662]
event-text: Ἐπέστρεψε χθὲς ἐξ Ἀθηνῶν ὁ διευθυντὴς τῆς Ἐθνικῆς Τραπέζης κ. Τσακαλῶτος. — [1334, 393, 1592, 421]
fx-rate-athens: 373.00 — [836, 1310, 878, 1324]
refugees-sub3: — Προσφυγικαὶ ὁμολογίαι — [662, 726, 861, 741]
disabled-title: ΠΡΟΣΚΛΗΣΙΣ ΕΝΩΣΕΩΣ ΑΝΑΠΗΡΩΝ ΠΟΛΕΜΟΥ — [662, 1078, 990, 1116]
departures-title: ΑΝΑΧΩΡΗΣΕΙΣ — [74, 262, 168, 275]
timetable-destination: » — [8, 476, 165, 491]
market-title: ΕΜΠΟΡΙΚΟΝ ΕΠΙΜΕΛΗΤΗΡΙΟΝ ΑΘΗΝΩΝ — [888, 1395, 1106, 1429]
agent-title: ΓΕΝΙΚΟΣ ΑΝΤΙΠΡΟΣΩΠΟΣ — [467, 1666, 635, 1679]
shop-title: ΣΟΥΓΡΑΣ - Ε ΠΑΝ ΛΥΚΑΣ — [1334, 1466, 1592, 1482]
book-fair-text: Ὅσοι δὲν ἔχουν ἐκλεγῶν βιβλιοθήκας ἀποφασίσθη νὰ παραταθῇ ἡ ἔκθεσις βιβλίων μέχρι τῆς 30ῆς Ἀπριλίου. Ἡ ἔκθεσις εὑρίσκεται εἰς τὴν ὁδὸν Ἐγνατίας. — [242, 834, 442, 918]
page-header — [0, 0, 1600, 48]
fx-rate-athens: 0.55 — [851, 1464, 878, 1478]
fx-rate-thessaloniki: 2.30 — [795, 1401, 822, 1415]
doctor1-title: Ο ΙΑΤΡΟΣ — [306, 1196, 378, 1211]
fx-currency: Λ. Ἀγγλία — [664, 1310, 724, 1324]
event-title: Η ΚΑΤΑΣΤΑΣΙΣ ΤΩΝ ΚΟΜΜΑΤΩΝ — [1348, 943, 1578, 957]
america-export-ad — [8, 1780, 656, 2086]
arrivals-list — [8, 461, 234, 594]
